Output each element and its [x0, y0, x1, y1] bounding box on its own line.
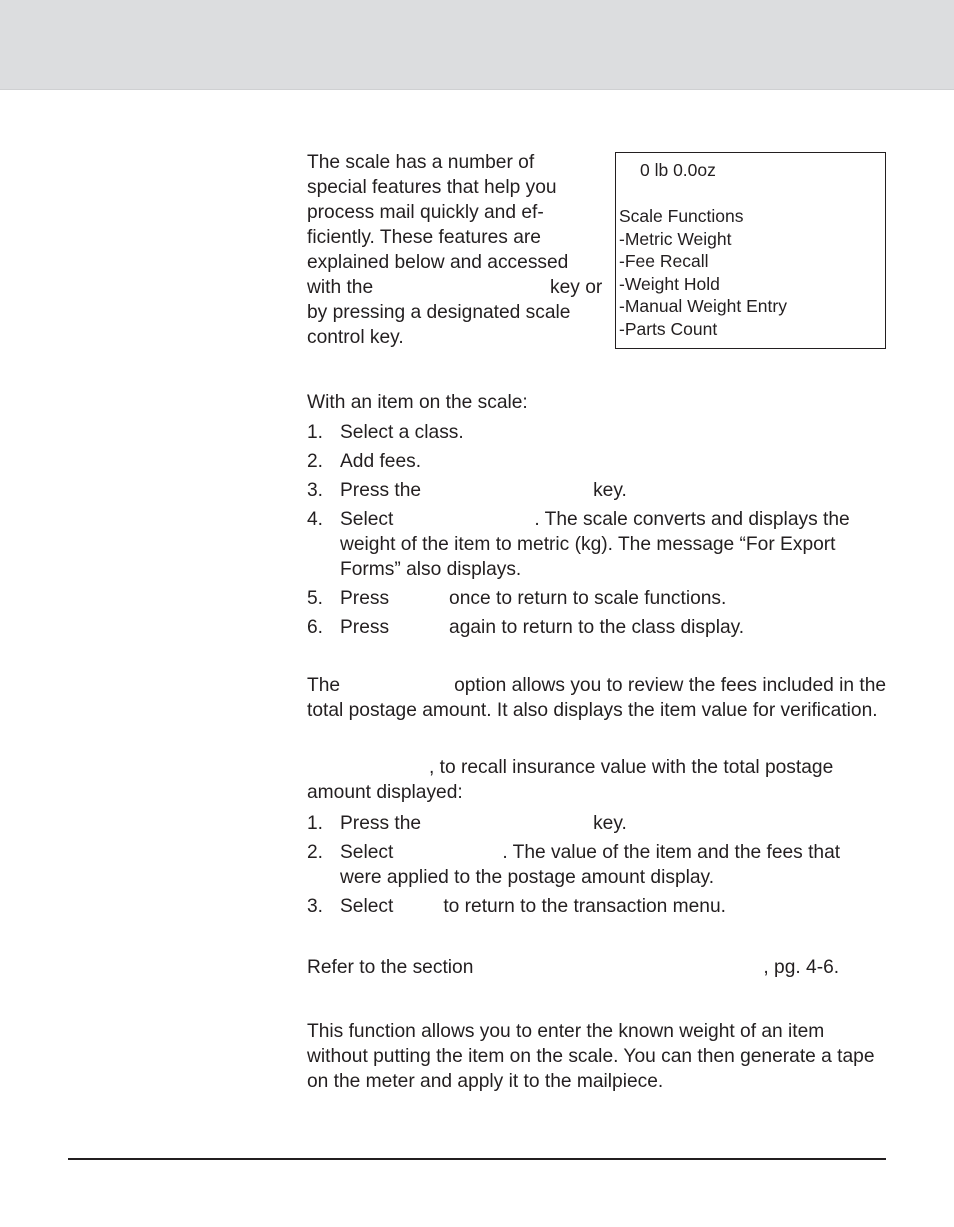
display-menu [619, 205, 787, 341]
intro-line: explained below and accessed [307, 252, 569, 273]
list-item: 4. Select . The scale converts and displays the weight of the item to metric (kg). The message “For Export Forms” also displays. [307, 509, 850, 580]
page-header-band [0, 0, 954, 90]
fee-recall-intro: , to recall insurance value with the total postage amount displayed: [307, 757, 834, 803]
intro-line: with the key or [307, 277, 603, 298]
scale-display-screen [615, 152, 886, 349]
display-item-metric-weight: -Metric Weight [619, 228, 732, 249]
display-item-weight-hold: -Weight Hold [619, 273, 720, 294]
metric-lead: With an item on the scale: [307, 392, 528, 413]
fee-recall-paragraph: The option allows you to review the fees included in the total postage amount. It also displays the item value for verification. [307, 675, 887, 721]
fee-recall-steps [307, 811, 887, 923]
metric-steps [307, 420, 887, 644]
display-item-parts-count: -Parts Count [619, 318, 718, 339]
intro-line: The scale has a number of [307, 152, 535, 173]
list-item: 5. Press once to return to scale functions. [307, 588, 727, 609]
list-item: 2. Select . The value of the item and the fees that were applied to the postage amount display. [307, 842, 841, 888]
intro-paragraph [307, 150, 607, 350]
intro-line: control key. [307, 327, 404, 348]
list-item: 6. Press again to return to the class display. [307, 617, 745, 638]
list-item: 3. Select to return to the transaction menu. [307, 896, 726, 917]
display-title: Scale Functions [619, 206, 744, 226]
intro-line: ficiently. These features are [307, 227, 541, 248]
list-item: 1. Press the key. [307, 813, 627, 834]
display-item-fee-recall: -Fee Recall [619, 251, 709, 272]
list-item: 2. Add fees. [307, 451, 422, 472]
intro-line: by pressing a designated scale [307, 302, 571, 323]
display-item-manual-weight-entry: -Manual Weight Entry [619, 296, 787, 317]
display-weight: 0 lb 0.0oz [640, 160, 716, 180]
list-item: 3. Press the key. [307, 480, 627, 501]
weight-hold-paragraph: Refer to the section , pg. 4-6. [307, 957, 840, 978]
intro-line: process mail quickly and ef- [307, 202, 544, 223]
manual-entry-paragraph: This function allows you to enter the known weight of an item without putting the item on the scale. You can then generate a tape on the meter and apply it to the mailpiece. [307, 1021, 875, 1092]
footer-rule [68, 1158, 886, 1160]
intro-line: special features that help you [307, 177, 557, 198]
list-item: 1. Select a class. [307, 422, 464, 443]
